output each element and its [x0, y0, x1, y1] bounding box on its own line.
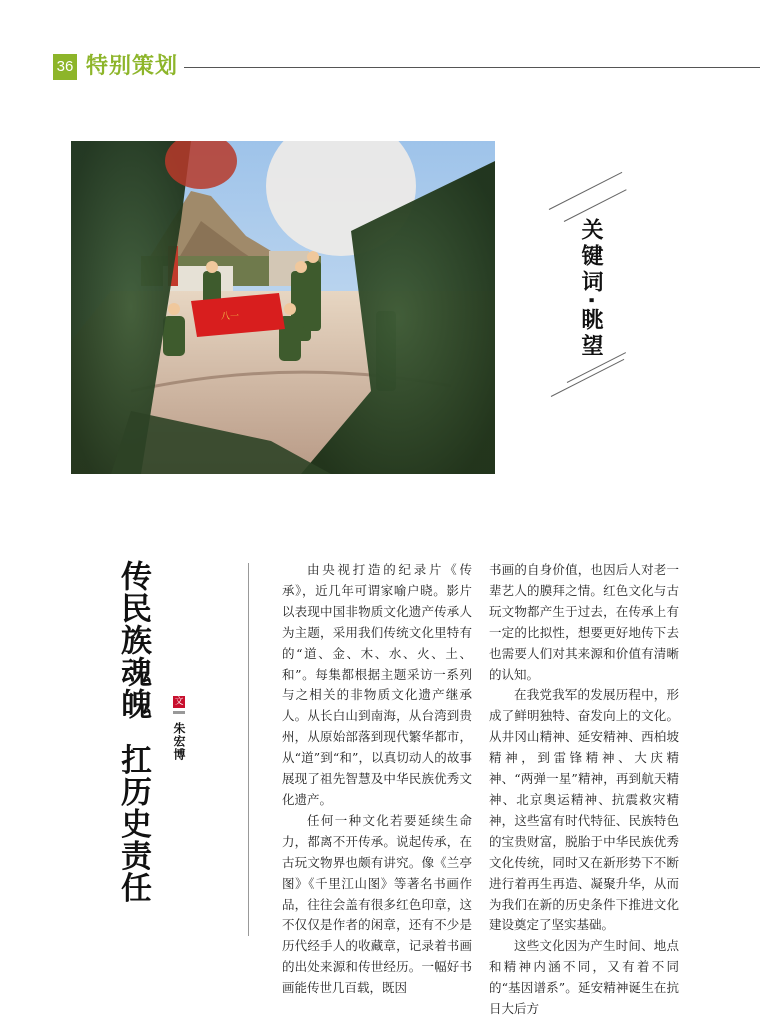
- keyword-deco-line: [551, 359, 625, 397]
- author-name: 朱宏博: [172, 722, 186, 761]
- article-column-1: [282, 560, 472, 999]
- keyword-deco-line: [549, 172, 623, 210]
- page-number: 36: [53, 54, 77, 80]
- section-title: 特别策划: [86, 54, 179, 79]
- header-rule: [184, 67, 760, 68]
- byline-tag: 文: [174, 697, 184, 707]
- paragraph: 这些文化因为产生时间、地点和精神内涵不同，又有着不同的“基因谱系”。延安精神诞生在抗日大后方: [489, 938, 679, 1017]
- article-column-2: [489, 560, 679, 1020]
- paragraph: 书画的自身价值，也因后人对老一辈艺人的膜拜之情。红色文化与古玩文物都产生于过去，在传承上有一定的比拟性，想要更好地传下去也需要人们对其来源和价值有清晰的认知。: [489, 562, 679, 682]
- keyword-label: 关键词·眺望: [578, 218, 603, 361]
- flag-ceremony-photo: [71, 141, 495, 474]
- paragraph: 由央视打造的纪录片《传承》，近几年可谓家喻户晓。影片以表现中国非物质文化遗产传承人为主题，采用我们传统文化里特有的“道、金、木、水、火、土、和”。每集都根据主题采访一系列与之相关的非物质文化遗产继承人。从长白山到南海，从台湾到贵州，从原始部落到现代繁华都市，从“道”到“和”，以真切动人的故事展现了祖先智慧及中华民族优秀文化遗产。: [282, 562, 472, 807]
- byline-bar: [173, 711, 185, 714]
- paragraph: 任何一种文化若要延续生命力，都离不开传承。说起传承，在古玩文物界也颇有讲究。像《兰亭图》《千里江山图》等著名书画作品，往往会盖有很多红色印章，这不仅仅是作者的闲章，还有不少是历代经手人的收藏章，记录着书画的出处来源和传世经历。一幅好书画能传世几百载，既因: [282, 812, 472, 996]
- article-title: 传民族魂魄 扛历史责任: [115, 560, 151, 904]
- paragraph: 在我党我军的发展历程中，形成了鲜明独特、奋发向上的文化。从井冈山精神、延安精神、西柏坡精神，到雷锋精神、大庆精神、“两弹一星”精神，再到航天精神、北京奥运精神、抗震救灾精神，这些富有时代特征、民族特色的宝贵财富，脱胎于中华民族优秀文化传统，同时又在新形势下不断进行着再生再造、凝聚升华，从而为我们在新的历史条件下推进文化建设奠定了坚实基础。: [489, 687, 679, 933]
- column-divider: [248, 563, 249, 936]
- flag-label: 八一: [221, 312, 240, 322]
